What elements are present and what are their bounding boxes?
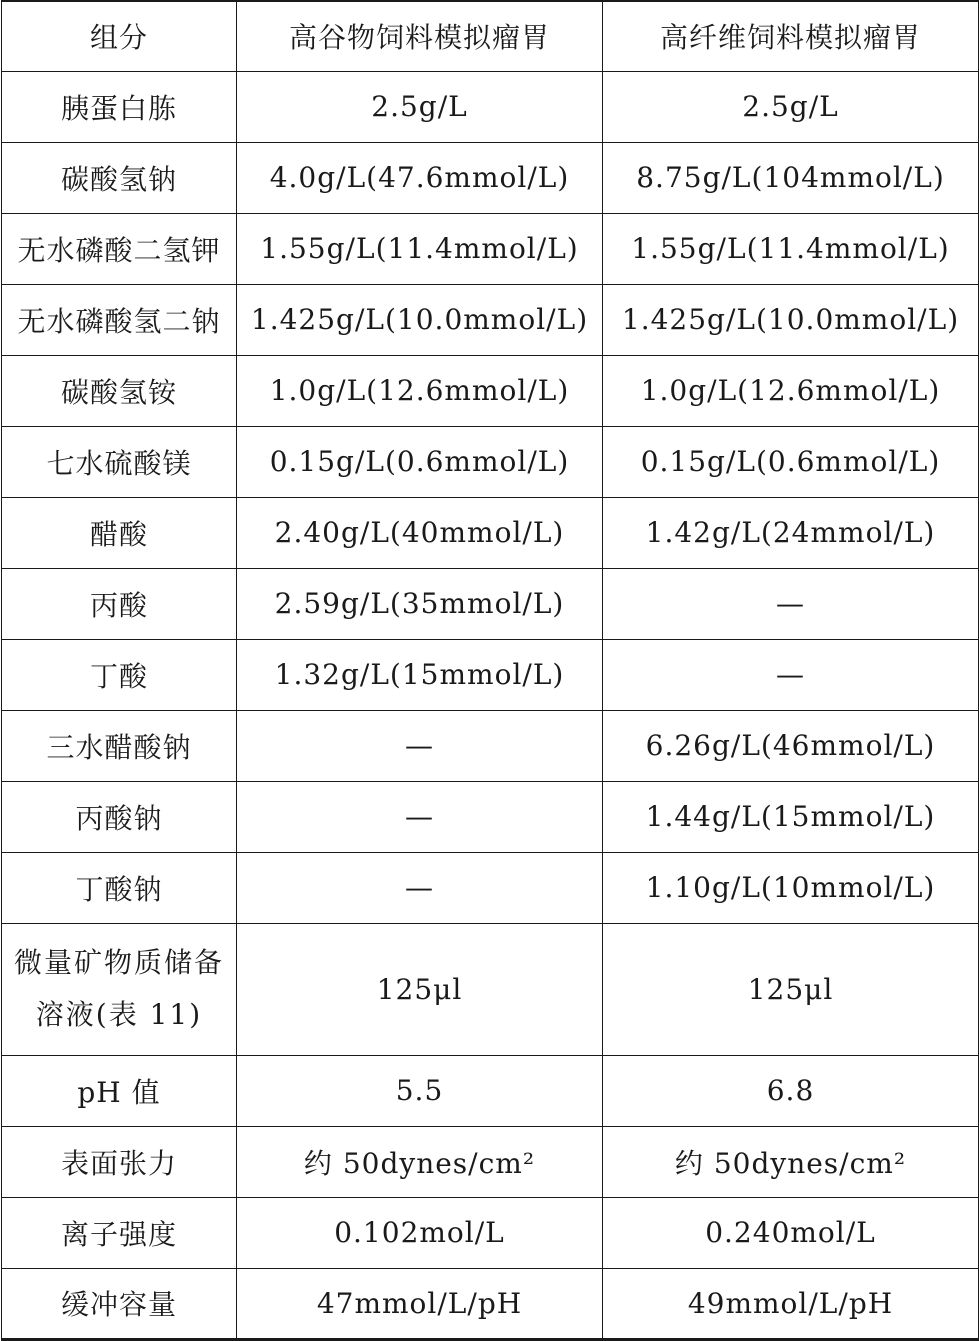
high-grain-cell: —: [237, 710, 603, 781]
component-cell: 七水硫酸镁: [2, 426, 237, 497]
high-fiber-cell: 6.8: [603, 1055, 979, 1126]
component-cell: 缓冲容量: [2, 1268, 237, 1339]
table-row: [2, 497, 979, 568]
table-row: [2, 355, 979, 426]
table-row: [2, 852, 979, 923]
high-fiber-cell: 6.26g/L(46mmol/L): [603, 710, 979, 781]
high-grain-cell: 5.5: [237, 1055, 603, 1126]
high-fiber-cell: 约 50dynes/cm²: [603, 1126, 979, 1197]
component-cell: 表面张力: [2, 1126, 237, 1197]
component-cell: pH 值: [2, 1055, 237, 1126]
high-fiber-cell: 8.75g/L(104mmol/L): [603, 142, 979, 213]
high-grain-cell: 1.425g/L(10.0mmol/L): [237, 284, 603, 355]
high-fiber-cell: 1.55g/L(11.4mmol/L): [603, 213, 979, 284]
component-cell: 离子强度: [2, 1197, 237, 1268]
high-grain-cell: —: [237, 781, 603, 852]
high-grain-cell: 1.55g/L(11.4mmol/L): [237, 213, 603, 284]
table-row: [2, 142, 979, 213]
table-row: [2, 284, 979, 355]
component-cell: 无水磷酸氢二钠: [2, 284, 237, 355]
high-fiber-cell: —: [603, 639, 979, 710]
header-row: [2, 1, 979, 71]
high-fiber-cell: 1.425g/L(10.0mmol/L): [603, 284, 979, 355]
high-grain-cell: 4.0g/L(47.6mmol/L): [237, 142, 603, 213]
component-cell: 醋酸: [2, 497, 237, 568]
component-cell: 三水醋酸钠: [2, 710, 237, 781]
table-row: [2, 781, 979, 852]
component-cell: 丙酸钠: [2, 781, 237, 852]
component-cell: 无水磷酸二氢钾: [2, 213, 237, 284]
high-fiber-cell: 125μl: [603, 923, 979, 1055]
high-fiber-cell: 0.15g/L(0.6mmol/L): [603, 426, 979, 497]
component-cell: 丁酸钠: [2, 852, 237, 923]
component-cell: 碳酸氢钠: [2, 142, 237, 213]
table-row: [2, 568, 979, 639]
high-fiber-cell: 49mmol/L/pH: [603, 1268, 979, 1339]
header-high-fiber: 高纤维饲料模拟瘤胃: [603, 1, 979, 71]
table-row: [2, 639, 979, 710]
high-fiber-cell: 1.10g/L(10mmol/L): [603, 852, 979, 923]
high-fiber-cell: 1.42g/L(24mmol/L): [603, 497, 979, 568]
high-grain-cell: 2.40g/L(40mmol/L): [237, 497, 603, 568]
high-grain-cell: 0.102mol/L: [237, 1197, 603, 1268]
component-cell: 碳酸氢铵: [2, 355, 237, 426]
high-grain-cell: 2.59g/L(35mmol/L): [237, 568, 603, 639]
table-row: [2, 213, 979, 284]
component-cell: 丁酸: [2, 639, 237, 710]
high-grain-cell: —: [237, 852, 603, 923]
high-fiber-cell: 1.44g/L(15mmol/L): [603, 781, 979, 852]
table-row: [2, 923, 979, 1055]
high-fiber-cell: 2.5g/L: [603, 71, 979, 142]
high-fiber-cell: 1.0g/L(12.6mmol/L): [603, 355, 979, 426]
high-fiber-cell: —: [603, 568, 979, 639]
component-cell: 胰蛋白胨: [2, 71, 237, 142]
table-row: [2, 71, 979, 142]
table-row: [2, 1197, 979, 1268]
rumen-medium-table: [1, 0, 979, 1341]
high-fiber-cell: 0.240mol/L: [603, 1197, 979, 1268]
high-grain-cell: 约 50dynes/cm²: [237, 1126, 603, 1197]
high-grain-cell: 1.0g/L(12.6mmol/L): [237, 355, 603, 426]
table-row: [2, 1055, 979, 1126]
component-cell: 丙酸: [2, 568, 237, 639]
header-component: 组分: [2, 1, 237, 71]
high-grain-cell: 0.15g/L(0.6mmol/L): [237, 426, 603, 497]
table-row: [2, 1268, 979, 1339]
high-grain-cell: 1.32g/L(15mmol/L): [237, 639, 603, 710]
table-row: [2, 1126, 979, 1197]
header-high-grain: 高谷物饲料模拟瘤胃: [237, 1, 603, 71]
component-cell: 微量矿物质储备溶液(表 11): [2, 923, 237, 1055]
high-grain-cell: 47mmol/L/pH: [237, 1268, 603, 1339]
high-grain-cell: 2.5g/L: [237, 71, 603, 142]
table-row: [2, 426, 979, 497]
table-row: [2, 710, 979, 781]
high-grain-cell: 125μl: [237, 923, 603, 1055]
